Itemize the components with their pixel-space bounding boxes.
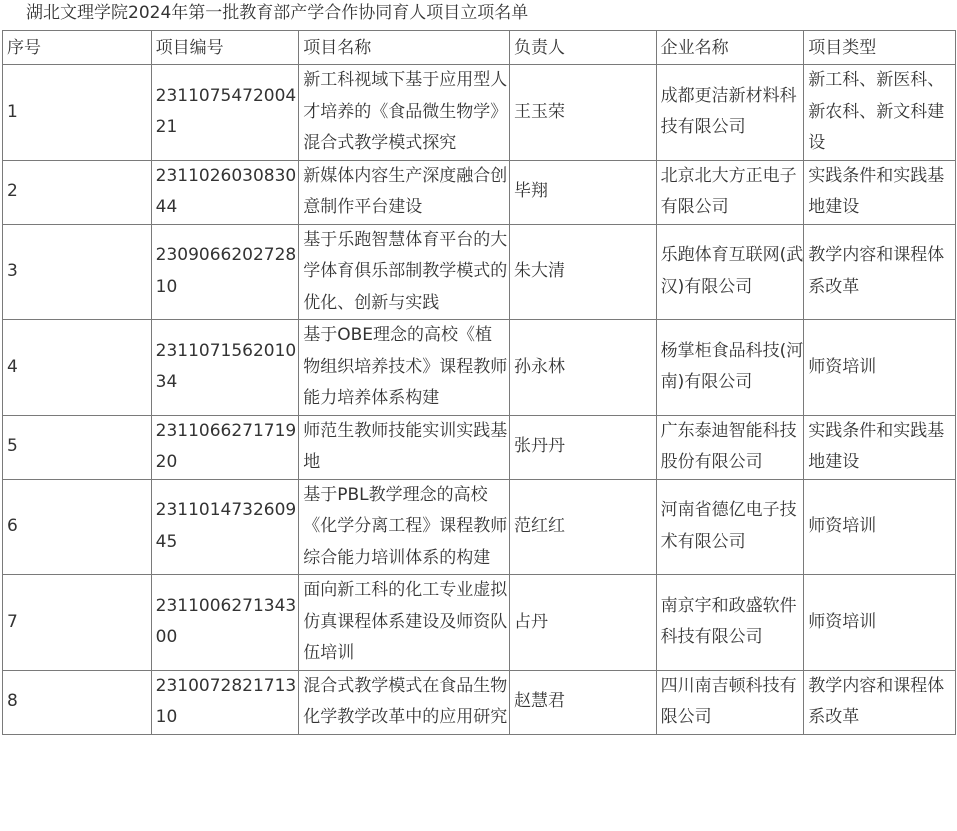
cell-project-type: 教学内容和课程体系改革 — [804, 224, 956, 320]
header-project-type: 项目类型 — [804, 31, 956, 65]
cell-project-name: 基于OBE理念的高校《植物组织培养技术》课程教师能力培养体系构建 — [299, 320, 510, 416]
cell-leader: 范红红 — [510, 479, 657, 575]
cell-project-type: 师资培训 — [804, 575, 956, 671]
cell-serial: 5 — [3, 415, 152, 479]
cell-company: 河南省德亿电子技术有限公司 — [656, 479, 804, 575]
cell-leader: 赵慧君 — [510, 670, 657, 734]
table-row — [3, 479, 956, 575]
table-row — [3, 575, 956, 671]
cell-project-code: 230906620272810 — [151, 224, 299, 320]
cell-project-type: 教学内容和课程体系改革 — [804, 670, 956, 734]
cell-project-code: 231107156201034 — [151, 320, 299, 416]
table-row — [3, 224, 956, 320]
cell-project-name: 基于乐跑智慧体育平台的大学体育俱乐部制教学模式的优化、创新与实践 — [299, 224, 510, 320]
cell-project-type: 实践条件和实践基地建设 — [804, 160, 956, 224]
cell-project-name: 师范生教师技能实训实践基地 — [299, 415, 510, 479]
cell-project-code: 231101473260945 — [151, 479, 299, 575]
list-title: 湖北文理学院2024年第一批教育部产学合作协同育人项目立项名单 — [26, 3, 529, 23]
cell-company: 杨掌柜食品科技(河南)有限公司 — [656, 320, 804, 416]
cell-project-code: 231107547200421 — [151, 65, 299, 161]
header-leader: 负责人 — [510, 31, 657, 65]
table-header-row — [3, 31, 956, 65]
cell-project-code: 231106627171920 — [151, 415, 299, 479]
cell-leader: 毕翔 — [510, 160, 657, 224]
cell-project-name: 面向新工科的化工专业虚拟仿真课程体系建设及师资队伍培训 — [299, 575, 510, 671]
cell-serial: 7 — [3, 575, 152, 671]
header-project-code: 项目编号 — [151, 31, 299, 65]
cell-project-name: 混合式教学模式在食品生物化学教学改革中的应用研究 — [299, 670, 510, 734]
cell-project-name: 新工科视域下基于应用型人才培养的《食品微生物学》混合式教学模式探究 — [299, 65, 510, 161]
cell-serial: 3 — [3, 224, 152, 320]
cell-company: 北京北大方正电子有限公司 — [656, 160, 804, 224]
table-row — [3, 160, 956, 224]
cell-leader: 张丹丹 — [510, 415, 657, 479]
cell-project-code: 231007282171310 — [151, 670, 299, 734]
cell-serial: 4 — [3, 320, 152, 416]
cell-leader: 孙永林 — [510, 320, 657, 416]
cell-project-code: 231102603083044 — [151, 160, 299, 224]
cell-company: 成都更洁新材料科技有限公司 — [656, 65, 804, 161]
table-row — [3, 320, 956, 416]
cell-leader: 朱大清 — [510, 224, 657, 320]
cell-project-type: 师资培训 — [804, 479, 956, 575]
cell-project-code: 231100627134300 — [151, 575, 299, 671]
cell-serial: 2 — [3, 160, 152, 224]
cell-company: 四川南吉顿科技有限公司 — [656, 670, 804, 734]
table-row — [3, 670, 956, 734]
cell-project-name: 基于PBL教学理念的高校《化学分离工程》课程教师综合能力培训体系的构建 — [299, 479, 510, 575]
table-row — [3, 415, 956, 479]
cell-project-name: 新媒体内容生产深度融合创意制作平台建设 — [299, 160, 510, 224]
cell-serial: 8 — [3, 670, 152, 734]
header-company: 企业名称 — [656, 31, 804, 65]
header-serial: 序号 — [3, 31, 152, 65]
cell-leader: 占丹 — [510, 575, 657, 671]
cell-leader: 王玉荣 — [510, 65, 657, 161]
header-project-name: 项目名称 — [299, 31, 510, 65]
cell-company: 南京宇和政盛软件科技有限公司 — [656, 575, 804, 671]
cell-project-type: 实践条件和实践基地建设 — [804, 415, 956, 479]
cell-project-type: 师资培训 — [804, 320, 956, 416]
cell-project-type: 新工科、新医科、新农科、新文科建设 — [804, 65, 956, 161]
cell-serial: 1 — [3, 65, 152, 161]
table-row — [3, 65, 956, 161]
cell-company: 广东泰迪智能科技股份有限公司 — [656, 415, 804, 479]
cell-company: 乐跑体育互联网(武汉)有限公司 — [656, 224, 804, 320]
cell-serial: 6 — [3, 479, 152, 575]
project-table — [2, 30, 956, 735]
